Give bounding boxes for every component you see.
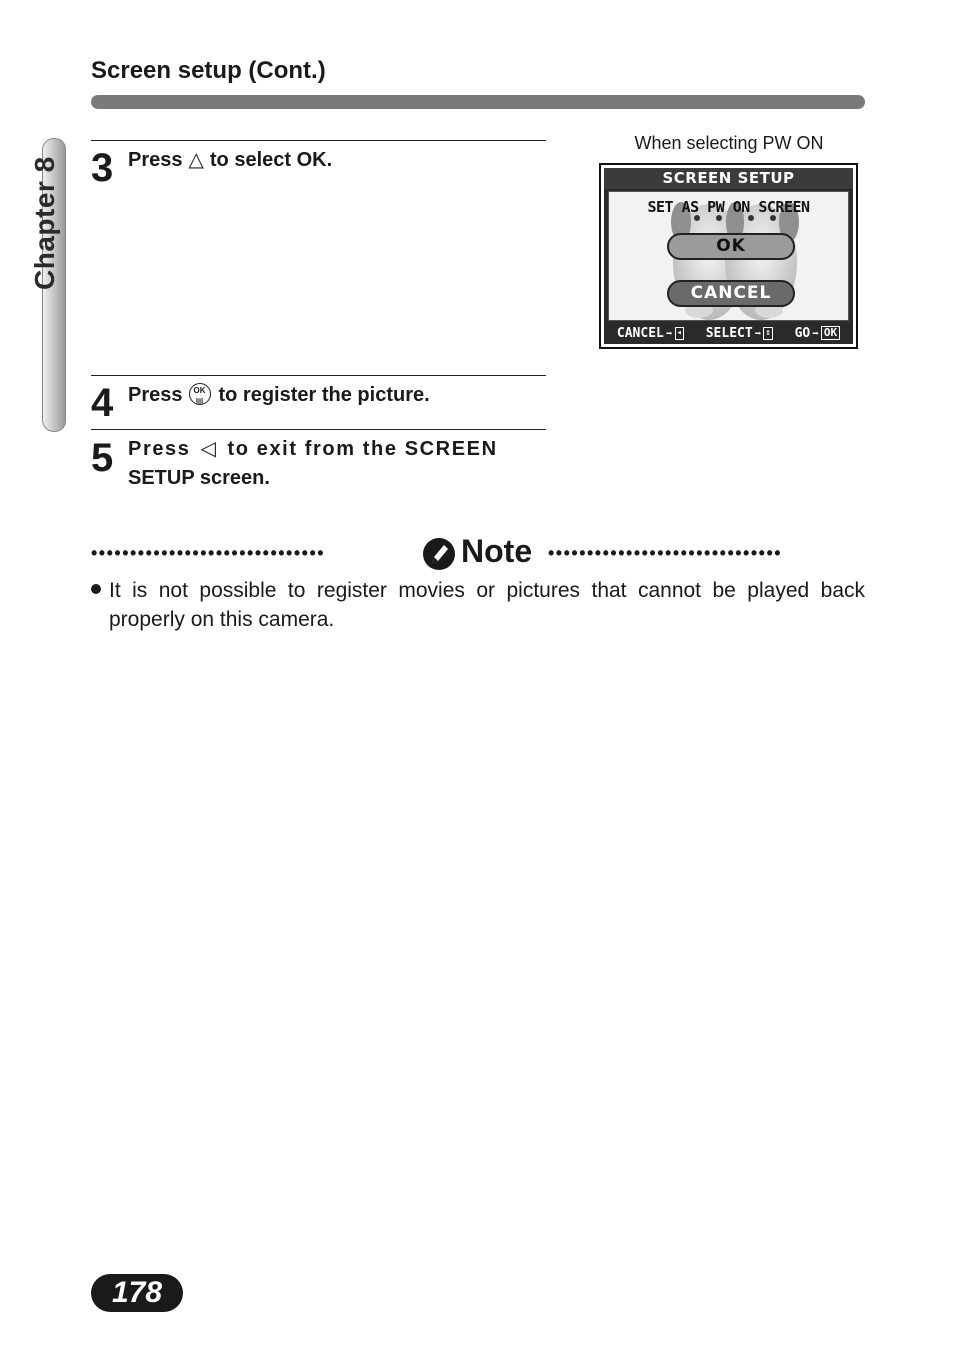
left-triangle-icon: ◁ [200, 438, 218, 460]
step-text: Press [128, 384, 183, 406]
lcd-footer [604, 322, 853, 344]
step-text: SETUP screen. [128, 467, 270, 489]
camera-lcd-screen [599, 163, 858, 349]
step-text: Press [128, 149, 183, 171]
up-triangle-icon: △ [188, 149, 204, 171]
pencil-note-icon [422, 537, 456, 571]
bullet-icon [91, 584, 101, 594]
note-title: Note [461, 533, 533, 569]
page-number: 178 [111, 1276, 163, 1309]
arrow-right-icon: ➡ [665, 326, 673, 340]
step-number: 4 [91, 381, 114, 425]
lcd-prompt: SET AS PW ON SCREEN [647, 198, 810, 216]
note-text: It is not possible to register movies or pictures that cannot be played back properly on this camera. [109, 579, 865, 631]
step-text: Press [128, 438, 191, 460]
arrow-right-icon: ➡ [812, 326, 819, 340]
ok-button-icon: OK ▤ [189, 383, 211, 405]
footer-go-label: GO [794, 325, 811, 341]
step-divider [91, 140, 546, 141]
note-divider-left: •••••••••••••••••••••••••••••• [91, 544, 326, 562]
cancel-button[interactable]: CANCEL [667, 280, 795, 307]
step-text: to select OK. [209, 149, 333, 171]
step-number: 5 [91, 436, 114, 480]
note-body [91, 576, 865, 634]
step-instruction [128, 146, 332, 175]
ok-key-icon: OK [821, 326, 840, 340]
ok-button[interactable]: OK [667, 233, 795, 260]
step-text: to register the picture. [218, 384, 430, 406]
lcd-picture-area [608, 191, 849, 321]
step-divider [91, 429, 546, 430]
footer-select-label: SELECT [705, 325, 753, 341]
up-down-key-icon: ⇕ [765, 327, 771, 338]
screenshot-caption: When selecting PW ON [634, 133, 824, 153]
section-title: Screen setup (Cont.) [91, 57, 326, 84]
note-divider-right: •••••••••••••••••••••••••••••• [548, 544, 783, 562]
chapter-label: Chapter 8 [29, 156, 60, 290]
step-text: to exit from the SCREEN [227, 438, 498, 460]
step-instruction [128, 435, 548, 493]
step-divider [91, 375, 546, 376]
step-instruction [128, 381, 430, 410]
title-bar [91, 95, 865, 109]
lcd-title: SCREEN SETUP [604, 168, 853, 189]
step-number: 3 [91, 146, 114, 190]
left-key-icon: ◂ [676, 327, 682, 338]
arrow-right-icon: ➡ [754, 326, 762, 340]
footer-cancel-label: CANCEL [616, 325, 664, 341]
